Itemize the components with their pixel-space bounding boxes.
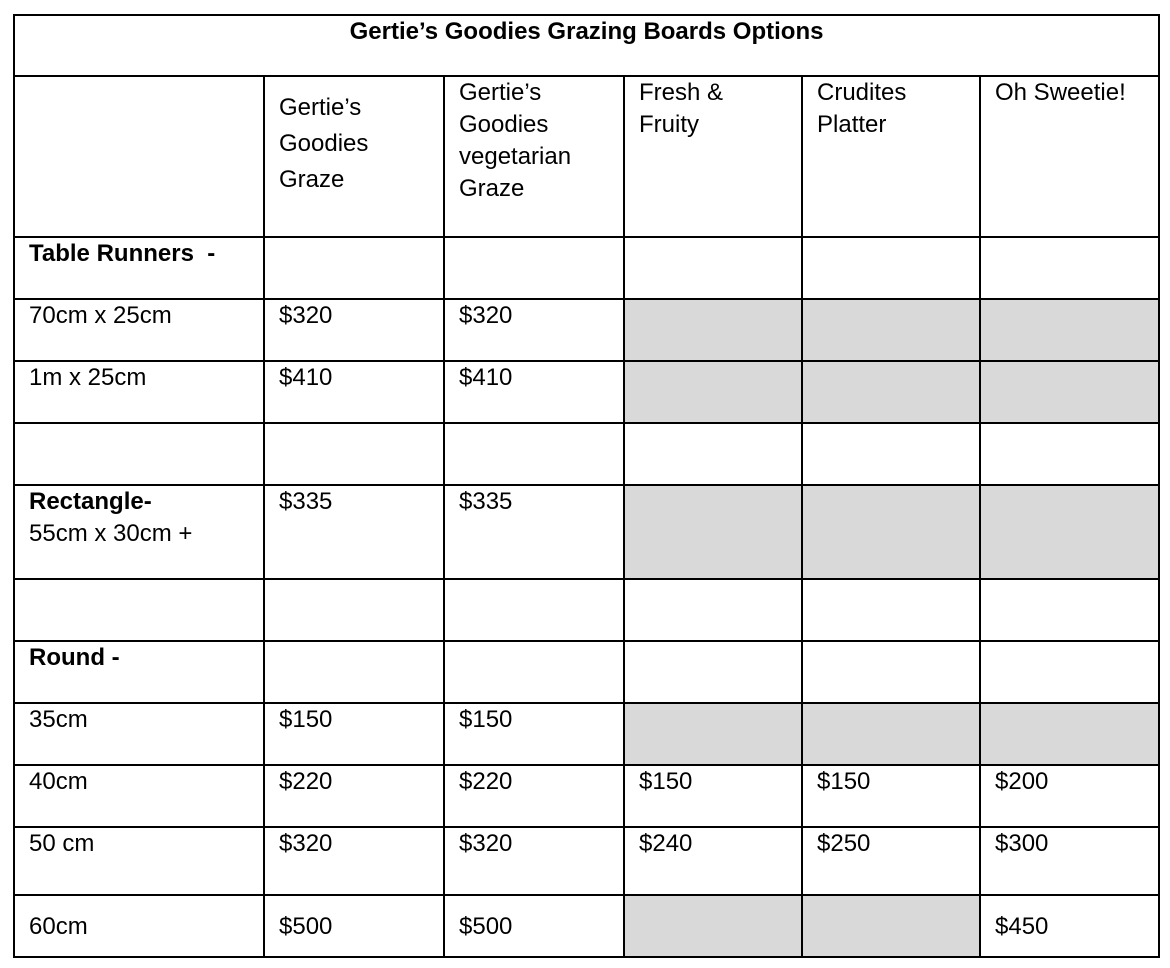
size-label: 50 cm xyxy=(14,827,264,895)
section-rectangle xyxy=(14,485,264,579)
price-cell: $450 xyxy=(980,895,1159,957)
table-row xyxy=(14,641,1159,703)
price-cell: $500 xyxy=(444,895,624,957)
header-crudites-platter: Crudites Platter xyxy=(802,76,980,237)
table-row xyxy=(14,299,1159,361)
table-cell xyxy=(980,641,1159,703)
price-cell: $500 xyxy=(264,895,444,957)
table-row xyxy=(14,703,1159,765)
table-row xyxy=(14,895,1159,957)
unavailable-cell xyxy=(802,299,980,361)
section-table-runners: Table Runners - xyxy=(14,237,264,299)
unavailable-cell xyxy=(624,703,802,765)
table-row xyxy=(14,827,1159,895)
grazing-boards-table xyxy=(13,14,1160,958)
price-cell: $220 xyxy=(264,765,444,827)
table-row xyxy=(14,237,1159,299)
price-cell: $410 xyxy=(264,361,444,423)
table-cell xyxy=(802,641,980,703)
unavailable-cell xyxy=(624,895,802,957)
rectangle-heading: Rectangle- xyxy=(29,488,152,515)
spacer-row xyxy=(14,423,1159,485)
table-cell xyxy=(802,237,980,299)
title-row xyxy=(14,15,1159,76)
size-label: 35cm xyxy=(14,703,264,765)
price-cell: $410 xyxy=(444,361,624,423)
size-label: 70cm x 25cm xyxy=(14,299,264,361)
price-cell: $150 xyxy=(624,765,802,827)
unavailable-cell xyxy=(802,361,980,423)
price-cell: $320 xyxy=(444,827,624,895)
rectangle-size: 55cm x 30cm + xyxy=(29,520,193,547)
size-label: 1m x 25cm xyxy=(14,361,264,423)
size-label: 40cm xyxy=(14,765,264,827)
header-vegetarian-graze: Gertie’s Goodies vegetarian Graze xyxy=(444,76,624,237)
table-row xyxy=(14,485,1159,579)
unavailable-cell xyxy=(802,703,980,765)
header-gerties-goodies-graze: Gertie’s Goodies Graze xyxy=(264,76,444,237)
unavailable-cell xyxy=(802,895,980,957)
table-cell xyxy=(264,641,444,703)
unavailable-cell xyxy=(802,485,980,579)
unavailable-cell xyxy=(624,485,802,579)
price-cell: $335 xyxy=(444,485,624,579)
price-cell: $150 xyxy=(802,765,980,827)
price-cell: $320 xyxy=(264,827,444,895)
header-oh-sweetie: Oh Sweetie! xyxy=(980,76,1159,237)
unavailable-cell xyxy=(624,299,802,361)
section-round: Round - xyxy=(14,641,264,703)
header-row xyxy=(14,76,1159,237)
table-cell xyxy=(624,237,802,299)
header-fresh-fruity: Fresh & Fruity xyxy=(624,76,802,237)
price-cell: $200 xyxy=(980,765,1159,827)
price-cell: $220 xyxy=(444,765,624,827)
table-row xyxy=(14,361,1159,423)
unavailable-cell xyxy=(980,703,1159,765)
table-cell xyxy=(624,641,802,703)
price-cell: $240 xyxy=(624,827,802,895)
price-cell: $320 xyxy=(264,299,444,361)
price-cell: $150 xyxy=(444,703,624,765)
table-cell xyxy=(264,237,444,299)
price-cell: $335 xyxy=(264,485,444,579)
spacer-row xyxy=(14,579,1159,641)
price-cell: $250 xyxy=(802,827,980,895)
unavailable-cell xyxy=(980,361,1159,423)
price-cell: $150 xyxy=(264,703,444,765)
table-row xyxy=(14,765,1159,827)
header-blank-cell xyxy=(14,76,264,237)
table-title: Gertie’s Goodies Grazing Boards Options xyxy=(14,15,1159,76)
price-cell: $320 xyxy=(444,299,624,361)
table-cell xyxy=(980,237,1159,299)
size-label: 60cm xyxy=(14,895,264,957)
unavailable-cell xyxy=(980,485,1159,579)
unavailable-cell xyxy=(624,361,802,423)
price-cell: $300 xyxy=(980,827,1159,895)
table-cell xyxy=(444,237,624,299)
table-cell xyxy=(444,641,624,703)
unavailable-cell xyxy=(980,299,1159,361)
